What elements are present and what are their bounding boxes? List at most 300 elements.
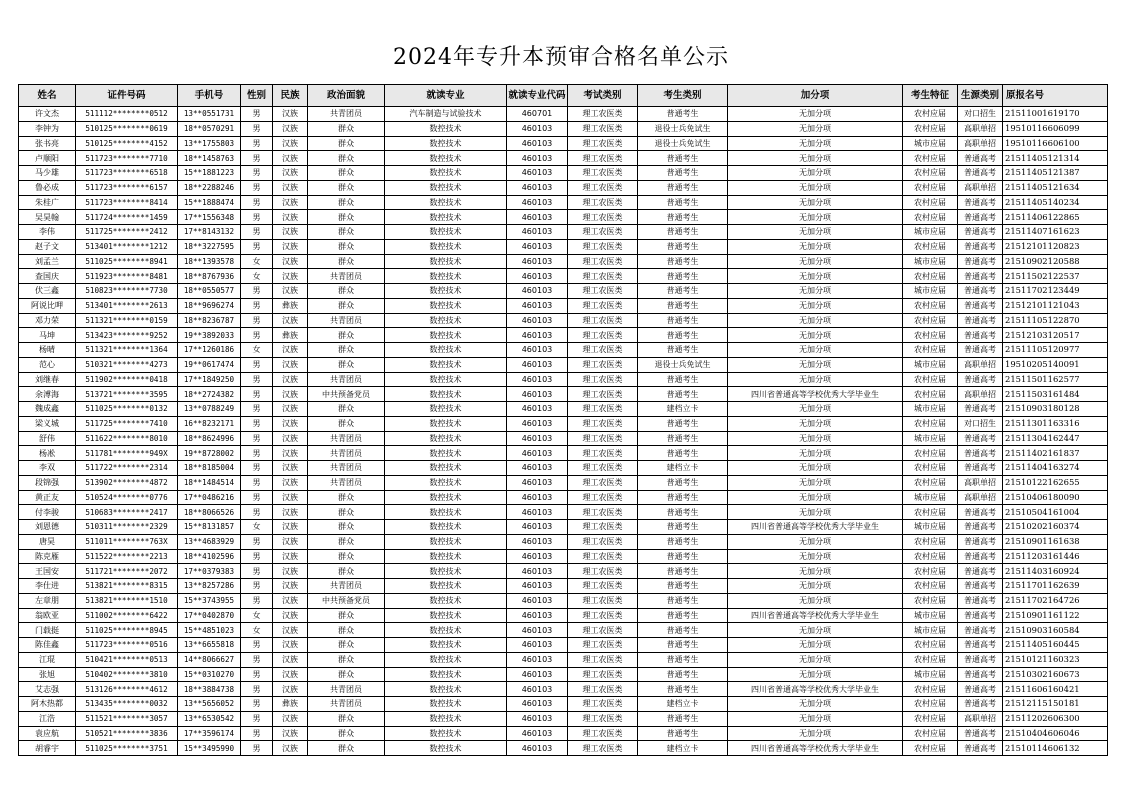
cell-candidate-feature: 农村应届: [903, 107, 958, 122]
cell-registration-number: 21511701162639: [1003, 579, 1108, 594]
table-row: [19, 726, 1108, 741]
cell-source-type: 普通高考: [958, 593, 1003, 608]
cell-candidate-feature: 农村应届: [903, 461, 958, 476]
cell-source-type: 高职单招: [958, 136, 1003, 151]
cell-political-status: 群众: [308, 151, 385, 166]
cell-registration-number: 21512101120823: [1003, 239, 1108, 254]
table-row: [19, 711, 1108, 726]
cell-exam-type: 理工农医类: [568, 136, 638, 151]
table-row: [19, 652, 1108, 667]
cell-phone: 18**0570291: [178, 121, 241, 136]
cell-gender: 男: [241, 461, 273, 476]
table-row: [19, 446, 1108, 461]
cell-registration-number: 21511702164726: [1003, 593, 1108, 608]
cell-exam-type: 理工农医类: [568, 579, 638, 594]
cell-candidate-feature: 农村应届: [903, 372, 958, 387]
cell-ethnicity: 汉族: [273, 564, 308, 579]
cell-ethnicity: 汉族: [273, 180, 308, 195]
cell-name: 朱桂广: [19, 195, 76, 210]
cell-major-code: 460103: [507, 520, 568, 535]
cell-ethnicity: 汉族: [273, 166, 308, 181]
table-row: [19, 593, 1108, 608]
cell-gender: 女: [241, 343, 273, 358]
cell-candidate-type: 普通考生: [638, 549, 728, 564]
cell-candidate-feature: 农村应届: [903, 180, 958, 195]
cell-name: 吴昊翰: [19, 210, 76, 225]
cell-political-status: 共青团员: [308, 372, 385, 387]
cell-phone: 17**1849250: [178, 372, 241, 387]
cell-bonus-item: 无加分项: [728, 328, 903, 343]
cell-political-status: 群众: [308, 623, 385, 638]
cell-registration-number: 21510901161638: [1003, 534, 1108, 549]
cell-gender: 男: [241, 682, 273, 697]
column-header-name: 姓名: [19, 85, 76, 107]
table-row: [19, 254, 1108, 269]
cell-ethnicity: 汉族: [273, 593, 308, 608]
cell-major: 数控技术: [385, 623, 507, 638]
cell-registration-number: 21510202160374: [1003, 520, 1108, 535]
cell-gender: 女: [241, 520, 273, 535]
cell-exam-type: 理工农医类: [568, 726, 638, 741]
cell-registration-number: 21512103120517: [1003, 328, 1108, 343]
cell-registration-number: 21511606160421: [1003, 682, 1108, 697]
cell-ethnicity: 汉族: [273, 475, 308, 490]
cell-source-type: 普通高考: [958, 166, 1003, 181]
cell-gender: 男: [241, 726, 273, 741]
cell-candidate-type: 建档立卡: [638, 402, 728, 417]
cell-major-code: 460103: [507, 254, 568, 269]
column-header-ethnicity: 民族: [273, 85, 308, 107]
cell-exam-type: 理工农医类: [568, 225, 638, 240]
cell-candidate-type: 普通考生: [638, 284, 728, 299]
cell-id-number: 513401********1212: [76, 239, 178, 254]
cell-candidate-type: 建档立卡: [638, 461, 728, 476]
cell-candidate-type: 普通考生: [638, 431, 728, 446]
cell-exam-type: 理工农医类: [568, 328, 638, 343]
cell-political-status: 群众: [308, 564, 385, 579]
cell-bonus-item: 无加分项: [728, 269, 903, 284]
cell-source-type: 普通高考: [958, 623, 1003, 638]
cell-bonus-item: 无加分项: [728, 475, 903, 490]
cell-name: 李双: [19, 461, 76, 476]
cell-candidate-feature: 农村应届: [903, 343, 958, 358]
table-row: [19, 195, 1108, 210]
cell-phone: 15**8131857: [178, 520, 241, 535]
cell-major: 数控技术: [385, 682, 507, 697]
cell-phone: 18**1484514: [178, 475, 241, 490]
cell-name: 张旭: [19, 667, 76, 682]
cell-phone: 13**4683929: [178, 534, 241, 549]
column-header-bonus-item: 加分项: [728, 85, 903, 107]
cell-exam-type: 理工农医类: [568, 269, 638, 284]
cell-bonus-item: 无加分项: [728, 416, 903, 431]
cell-name: 袁应航: [19, 726, 76, 741]
cell-political-status: 群众: [308, 416, 385, 431]
cell-major-code: 460701: [507, 107, 568, 122]
cell-gender: 男: [241, 638, 273, 653]
cell-bonus-item: 无加分项: [728, 239, 903, 254]
table-row: [19, 608, 1108, 623]
cell-candidate-type: 普通考生: [638, 505, 728, 520]
cell-gender: 男: [241, 579, 273, 594]
cell-source-type: 普通高考: [958, 225, 1003, 240]
cell-name: 余溥海: [19, 387, 76, 402]
cell-phone: 19**0617474: [178, 357, 241, 372]
cell-candidate-type: 普通考生: [638, 416, 728, 431]
cell-bonus-item: 无加分项: [728, 195, 903, 210]
cell-candidate-type: 普通考生: [638, 446, 728, 461]
table-row: [19, 431, 1108, 446]
cell-gender: 男: [241, 593, 273, 608]
cell-political-status: 共青团员: [308, 107, 385, 122]
cell-phone: 15**3743955: [178, 593, 241, 608]
column-header-major-code: 就读专业代码: [507, 85, 568, 107]
cell-registration-number: 19510116606100: [1003, 136, 1108, 151]
cell-major-code: 460103: [507, 284, 568, 299]
cell-major: 数控技术: [385, 254, 507, 269]
cell-candidate-feature: 农村应届: [903, 328, 958, 343]
cell-id-number: 510402********3810: [76, 667, 178, 682]
cell-id-number: 513821********8315: [76, 579, 178, 594]
cell-exam-type: 理工农医类: [568, 711, 638, 726]
cell-bonus-item: 无加分项: [728, 151, 903, 166]
cell-phone: 17**0379383: [178, 564, 241, 579]
cell-exam-type: 理工农医类: [568, 534, 638, 549]
cell-phone: 15**4851023: [178, 623, 241, 638]
cell-exam-type: 理工农医类: [568, 254, 638, 269]
cell-political-status: 群众: [308, 608, 385, 623]
cell-major-code: 460103: [507, 343, 568, 358]
cell-candidate-type: 普通考生: [638, 269, 728, 284]
cell-major: 数控技术: [385, 593, 507, 608]
cell-registration-number: 21512115150181: [1003, 697, 1108, 712]
cell-major: 数控技术: [385, 534, 507, 549]
cell-bonus-item: 无加分项: [728, 107, 903, 122]
cell-id-number: 510823********7730: [76, 284, 178, 299]
header-row: [19, 85, 1108, 107]
cell-political-status: 群众: [308, 166, 385, 181]
cell-name: 江浩: [19, 711, 76, 726]
cell-ethnicity: 汉族: [273, 461, 308, 476]
cell-bonus-item: 无加分项: [728, 638, 903, 653]
cell-registration-number: 21511403160924: [1003, 564, 1108, 579]
cell-ethnicity: 汉族: [273, 269, 308, 284]
cell-source-type: 普通高考: [958, 431, 1003, 446]
cell-candidate-type: 普通考生: [638, 328, 728, 343]
cell-political-status: 群众: [308, 638, 385, 653]
cell-ethnicity: 汉族: [273, 549, 308, 564]
table-row: [19, 416, 1108, 431]
cell-bonus-item: 无加分项: [728, 652, 903, 667]
cell-gender: 男: [241, 534, 273, 549]
cell-candidate-feature: 农村应届: [903, 652, 958, 667]
cell-gender: 男: [241, 166, 273, 181]
cell-registration-number: 21510406180090: [1003, 490, 1108, 505]
cell-bonus-item: 无加分项: [728, 697, 903, 712]
cell-source-type: 普通高考: [958, 195, 1003, 210]
cell-name: 鲁必成: [19, 180, 76, 195]
cell-major: 数控技术: [385, 667, 507, 682]
cell-major-code: 460103: [507, 534, 568, 549]
cell-major: 数控技术: [385, 741, 507, 756]
cell-source-type: 普通高考: [958, 313, 1003, 328]
cell-candidate-type: 普通考生: [638, 682, 728, 697]
cell-phone: 15**0310270: [178, 667, 241, 682]
cell-major-code: 460103: [507, 461, 568, 476]
cell-major: 数控技术: [385, 298, 507, 313]
cell-candidate-feature: 农村应届: [903, 387, 958, 402]
cell-name: 陈克雁: [19, 549, 76, 564]
cell-name: 段锦强: [19, 475, 76, 490]
table-row: [19, 638, 1108, 653]
cell-candidate-feature: 农村应届: [903, 726, 958, 741]
cell-phone: 16**8232171: [178, 416, 241, 431]
cell-candidate-type: 普通考生: [638, 387, 728, 402]
cell-phone: 18**1458763: [178, 151, 241, 166]
cell-political-status: 共青团员: [308, 697, 385, 712]
cell-bonus-item: 无加分项: [728, 343, 903, 358]
cell-exam-type: 理工农医类: [568, 564, 638, 579]
column-header-id-number: 证件号码: [76, 85, 178, 107]
column-header-registration-number: 原报名号: [1003, 85, 1108, 107]
cell-registration-number: 21511404163274: [1003, 461, 1108, 476]
cell-gender: 男: [241, 475, 273, 490]
cell-major-code: 460103: [507, 121, 568, 136]
cell-major: 数控技术: [385, 313, 507, 328]
cell-political-status: 群众: [308, 298, 385, 313]
cell-ethnicity: 汉族: [273, 652, 308, 667]
cell-id-number: 511923********8481: [76, 269, 178, 284]
cell-major: 数控技术: [385, 387, 507, 402]
cell-major: 数控技术: [385, 166, 507, 181]
cell-ethnicity: 汉族: [273, 210, 308, 225]
cell-name: 梁义城: [19, 416, 76, 431]
cell-gender: 女: [241, 608, 273, 623]
cell-phone: 17**8143132: [178, 225, 241, 240]
cell-phone: 18**2724382: [178, 387, 241, 402]
cell-gender: 男: [241, 180, 273, 195]
qualified-list-table: [18, 84, 1108, 756]
cell-major: 数控技术: [385, 431, 507, 446]
cell-id-number: 511521********3057: [76, 711, 178, 726]
cell-candidate-type: 普通考生: [638, 608, 728, 623]
cell-bonus-item: 无加分项: [728, 446, 903, 461]
cell-candidate-feature: 农村应届: [903, 711, 958, 726]
cell-bonus-item: 无加分项: [728, 180, 903, 195]
cell-registration-number: 21510302160673: [1003, 667, 1108, 682]
cell-ethnicity: 汉族: [273, 357, 308, 372]
cell-bonus-item: 无加分项: [728, 505, 903, 520]
cell-id-number: 510683********2417: [76, 505, 178, 520]
cell-bonus-item: 无加分项: [728, 254, 903, 269]
cell-id-number: 511724********1459: [76, 210, 178, 225]
cell-gender: 男: [241, 416, 273, 431]
cell-gender: 男: [241, 195, 273, 210]
cell-phone: 17**3596174: [178, 726, 241, 741]
cell-candidate-type: 普通考生: [638, 210, 728, 225]
cell-exam-type: 理工农医类: [568, 461, 638, 476]
cell-source-type: 普通高考: [958, 254, 1003, 269]
cell-political-status: 群众: [308, 210, 385, 225]
cell-id-number: 511723********8414: [76, 195, 178, 210]
cell-gender: 男: [241, 239, 273, 254]
cell-candidate-feature: 城市应届: [903, 136, 958, 151]
cell-ethnicity: 汉族: [273, 682, 308, 697]
cell-major-code: 460103: [507, 402, 568, 417]
table-row: [19, 682, 1108, 697]
cell-major: 数控技术: [385, 520, 507, 535]
cell-exam-type: 理工农医类: [568, 697, 638, 712]
cell-major-code: 460103: [507, 579, 568, 594]
cell-major: 数控技术: [385, 475, 507, 490]
cell-bonus-item: 无加分项: [728, 711, 903, 726]
cell-candidate-feature: 农村应届: [903, 298, 958, 313]
cell-major: 数控技术: [385, 711, 507, 726]
cell-name: 伏三鑫: [19, 284, 76, 299]
cell-phone: 17**0402870: [178, 608, 241, 623]
cell-ethnicity: 汉族: [273, 239, 308, 254]
cell-candidate-feature: 农村应届: [903, 682, 958, 697]
cell-candidate-feature: 城市应届: [903, 357, 958, 372]
cell-candidate-type: 普通考生: [638, 475, 728, 490]
cell-phone: 18**2288246: [178, 180, 241, 195]
cell-candidate-feature: 城市应届: [903, 225, 958, 240]
cell-gender: 男: [241, 107, 273, 122]
cell-registration-number: 21511503161484: [1003, 387, 1108, 402]
cell-source-type: 普通高考: [958, 682, 1003, 697]
cell-candidate-feature: 农村应届: [903, 195, 958, 210]
cell-political-status: 共青团员: [308, 313, 385, 328]
cell-major-code: 460103: [507, 505, 568, 520]
cell-political-status: 共青团员: [308, 682, 385, 697]
cell-registration-number: 21511304162447: [1003, 431, 1108, 446]
cell-gender: 男: [241, 210, 273, 225]
cell-gender: 男: [241, 151, 273, 166]
table-row: [19, 225, 1108, 240]
cell-name: 翁欧亚: [19, 608, 76, 623]
cell-bonus-item: 无加分项: [728, 623, 903, 638]
cell-phone: 15**1881223: [178, 166, 241, 181]
cell-registration-number: 21510504161004: [1003, 505, 1108, 520]
cell-gender: 男: [241, 372, 273, 387]
cell-bonus-item: 无加分项: [728, 313, 903, 328]
cell-candidate-feature: 城市应届: [903, 623, 958, 638]
cell-major: 数控技术: [385, 151, 507, 166]
cell-candidate-type: 普通考生: [638, 225, 728, 240]
column-header-candidate-feature: 考生特征: [903, 85, 958, 107]
cell-registration-number: 21511501162577: [1003, 372, 1108, 387]
cell-ethnicity: 汉族: [273, 608, 308, 623]
cell-candidate-type: 普通考生: [638, 313, 728, 328]
table-row: [19, 328, 1108, 343]
cell-candidate-type: 普通考生: [638, 343, 728, 358]
cell-exam-type: 理工农医类: [568, 490, 638, 505]
cell-political-status: 群众: [308, 490, 385, 505]
table-row: [19, 343, 1108, 358]
cell-source-type: 普通高考: [958, 402, 1003, 417]
cell-candidate-type: 普通考生: [638, 667, 728, 682]
cell-source-type: 普通高考: [958, 608, 1003, 623]
cell-bonus-item: 无加分项: [728, 667, 903, 682]
table-row: [19, 387, 1108, 402]
cell-phone: 18**4102596: [178, 549, 241, 564]
cell-gender: 男: [241, 652, 273, 667]
cell-political-status: 群众: [308, 652, 385, 667]
table-row: [19, 402, 1108, 417]
cell-bonus-item: 无加分项: [728, 490, 903, 505]
cell-name: 杨凇: [19, 446, 76, 461]
cell-name: 唐昊: [19, 534, 76, 549]
cell-phone: 13**5656052: [178, 697, 241, 712]
cell-candidate-feature: 城市应届: [903, 608, 958, 623]
cell-candidate-feature: 城市应届: [903, 520, 958, 535]
cell-registration-number: 21511502122537: [1003, 269, 1108, 284]
cell-id-number: 511902********0418: [76, 372, 178, 387]
cell-major-code: 460103: [507, 431, 568, 446]
cell-source-type: 普通高考: [958, 549, 1003, 564]
cell-ethnicity: 彝族: [273, 697, 308, 712]
cell-major: 数控技术: [385, 343, 507, 358]
cell-phone: 18**9696274: [178, 298, 241, 313]
cell-major: 数控技术: [385, 638, 507, 653]
cell-candidate-type: 普通考生: [638, 652, 728, 667]
cell-major: 数控技术: [385, 564, 507, 579]
cell-ethnicity: 汉族: [273, 520, 308, 535]
cell-source-type: 普通高考: [958, 343, 1003, 358]
cell-major-code: 460103: [507, 741, 568, 756]
cell-political-status: 群众: [308, 225, 385, 240]
cell-major-code: 460103: [507, 328, 568, 343]
cell-registration-number: 21510902120588: [1003, 254, 1108, 269]
cell-candidate-feature: 农村应届: [903, 505, 958, 520]
table-row: [19, 372, 1108, 387]
cell-major: 数控技术: [385, 372, 507, 387]
cell-source-type: 普通高考: [958, 520, 1003, 535]
cell-major-code: 460103: [507, 195, 568, 210]
table-row: [19, 107, 1108, 122]
cell-major-code: 460103: [507, 608, 568, 623]
cell-phone: 13**0551731: [178, 107, 241, 122]
cell-candidate-feature: 农村应届: [903, 741, 958, 756]
cell-political-status: 群众: [308, 711, 385, 726]
cell-candidate-type: 建档立卡: [638, 697, 728, 712]
cell-major-code: 460103: [507, 210, 568, 225]
cell-name: 马坤: [19, 328, 76, 343]
cell-source-type: 高职单招: [958, 475, 1003, 490]
cell-ethnicity: 汉族: [273, 741, 308, 756]
cell-major-code: 460103: [507, 697, 568, 712]
cell-ethnicity: 汉族: [273, 343, 308, 358]
cell-major-code: 460103: [507, 726, 568, 741]
cell-source-type: 普通高考: [958, 372, 1003, 387]
column-header-exam-type: 考试类别: [568, 85, 638, 107]
cell-name: 赵子文: [19, 239, 76, 254]
cell-id-number: 511723********7710: [76, 151, 178, 166]
cell-gender: 男: [241, 711, 273, 726]
cell-exam-type: 理工农医类: [568, 343, 638, 358]
cell-political-status: 群众: [308, 357, 385, 372]
cell-ethnicity: 汉族: [273, 387, 308, 402]
cell-gender: 男: [241, 284, 273, 299]
cell-candidate-type: 普通考生: [638, 298, 728, 313]
table-body: [19, 107, 1108, 756]
cell-major: 数控技术: [385, 461, 507, 476]
table-row: [19, 239, 1108, 254]
table-row: [19, 520, 1108, 535]
cell-major: 数控技术: [385, 608, 507, 623]
cell-phone: 13**6530542: [178, 711, 241, 726]
cell-candidate-feature: 农村应届: [903, 210, 958, 225]
